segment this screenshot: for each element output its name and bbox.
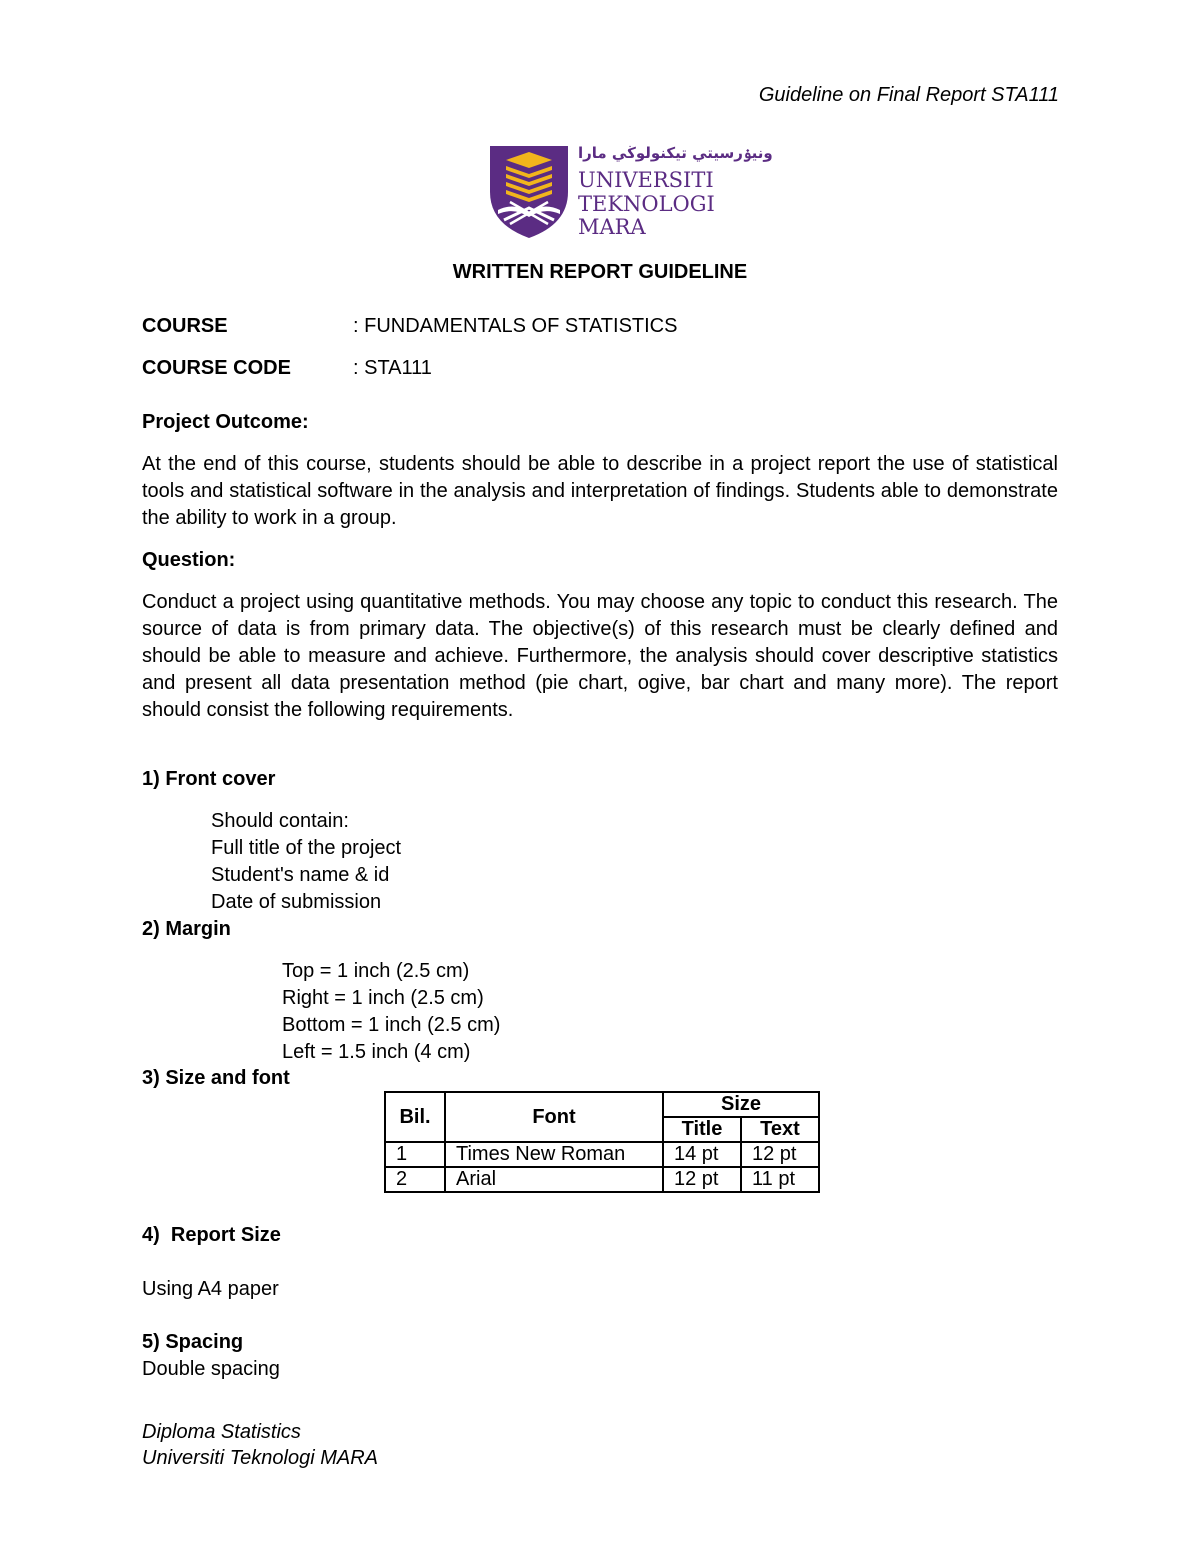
course-code-value: : STA111	[353, 357, 432, 379]
logo-line-1: UNIVERSITI	[578, 168, 714, 192]
front-cover-item: Date of submission	[211, 891, 382, 913]
front-cover-item: Full title of the project	[211, 837, 402, 859]
course-value: : FUNDAMENTALS OF STATISTICS	[353, 315, 678, 337]
table-cell-text: 11 pt	[741, 1167, 819, 1192]
question-text: Conduct a project using quantitative methods. You may choose any topic to conduct this research. The source of data is from primary data. The objective(s) of this research must be clearly defined and should be able to measure and achieve. Furthermore, the analysis should cover descriptive statistics and present all data presentation method (pie chart, ogive, bar chart and many more). The report should consist the following requirements.	[142, 591, 1058, 721]
document-title: WRITTEN REPORT GUIDELINE	[452, 261, 748, 283]
logo-line-3: MARA	[578, 215, 646, 239]
front-cover-item: Student's name & id	[211, 864, 390, 886]
table-row	[385, 1167, 819, 1192]
table-row	[385, 1142, 819, 1167]
report-size-heading: 4) Report Size	[142, 1224, 281, 1246]
font-size-table	[384, 1091, 820, 1193]
front-cover-item: Should contain:	[211, 810, 349, 832]
footer-line-2: Universiti Teknologi MARA	[142, 1447, 379, 1469]
front-cover-heading: 1) Front cover	[142, 768, 276, 790]
uitm-logo	[486, 144, 773, 240]
table-header-size: Size	[663, 1092, 819, 1117]
project-outcome-heading: Project Outcome:	[142, 411, 309, 433]
table-cell-text: 12 pt	[741, 1142, 819, 1167]
report-size-text: Using A4 paper	[142, 1278, 279, 1300]
spacing-text: Double spacing	[142, 1358, 280, 1380]
project-outcome-text: At the end of this course, students should be able to describe in a project report the use of statistical tools and statistical software in the analysis and interpretation of findings. Students able to demonstrate the ability to work in a group.	[142, 453, 1058, 529]
margin-item: Top = 1 inch (2.5 cm)	[282, 960, 470, 982]
margin-item: Right = 1 inch (2.5 cm)	[282, 987, 484, 1009]
margin-item: Left = 1.5 inch (4 cm)	[282, 1041, 471, 1063]
spacing-heading: 5) Spacing	[142, 1331, 244, 1353]
table-cell-bil: 1	[385, 1142, 445, 1167]
table-cell-bil: 2	[385, 1167, 445, 1192]
table-header-text: Text	[741, 1117, 819, 1142]
running-header: Guideline on Final Report STA111	[758, 84, 1059, 106]
table-header-bil: Bil.	[385, 1092, 445, 1142]
question-heading: Question:	[142, 549, 236, 571]
table-header-font: Font	[445, 1092, 663, 1142]
logo-arabic-text: ونيۏرسيتي تيكنولوڬي مارا	[578, 144, 773, 162]
table-cell-font: Arial	[445, 1167, 663, 1192]
logo-line-2: TEKNOLOGI	[578, 192, 715, 216]
table-cell-title: 12 pt	[663, 1167, 741, 1192]
table-header-title: Title	[663, 1117, 741, 1142]
course-label: COURSE	[142, 315, 228, 337]
size-font-heading: 3) Size and font	[142, 1067, 290, 1089]
table-cell-title: 14 pt	[663, 1142, 741, 1167]
footer-line-1: Diploma Statistics	[142, 1421, 301, 1443]
margin-heading: 2) Margin	[142, 918, 231, 940]
table-cell-font: Times New Roman	[445, 1142, 663, 1167]
course-code-label: COURSE CODE	[142, 357, 291, 379]
margin-item: Bottom = 1 inch (2.5 cm)	[282, 1014, 501, 1036]
